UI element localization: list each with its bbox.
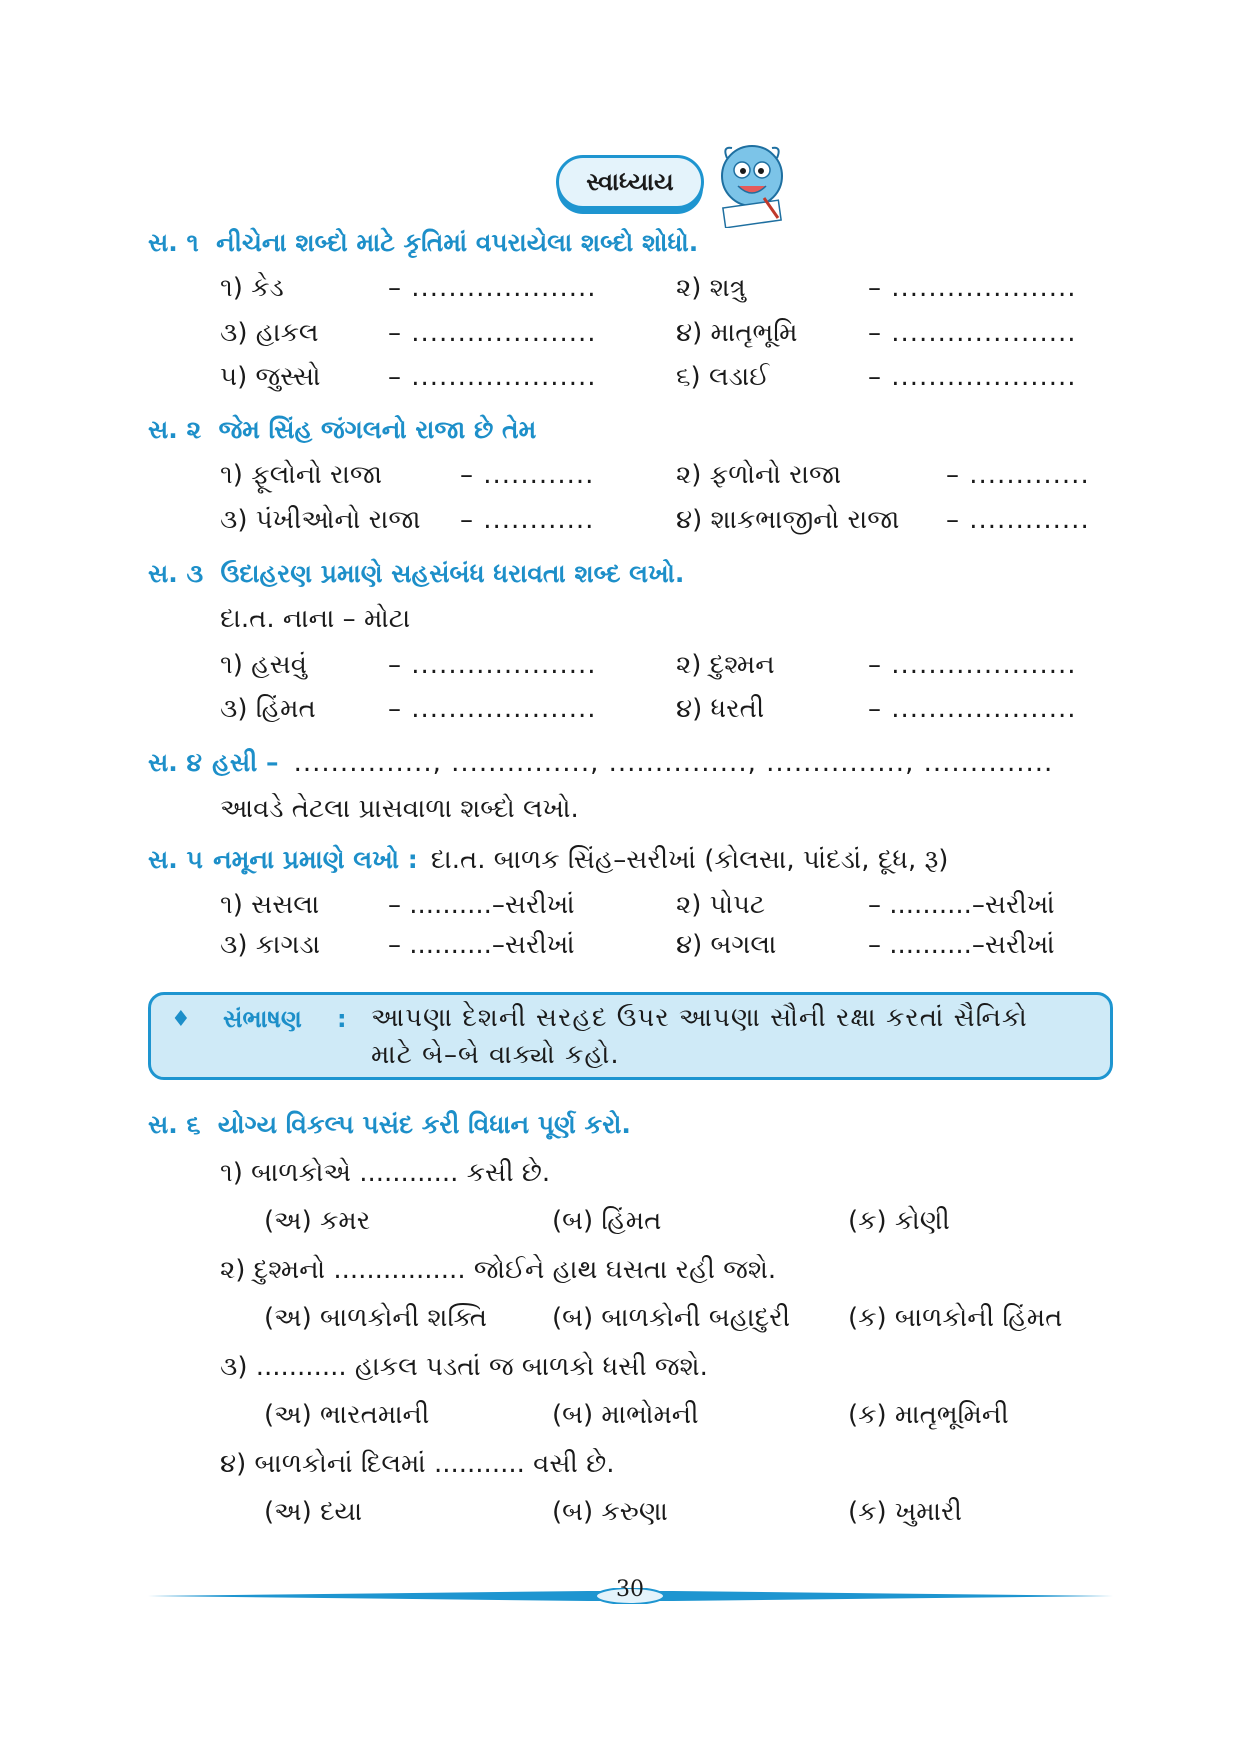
sambhashan-label: સંભાષણ: [223, 1005, 302, 1033]
q6-item-3-option-b: (બ) માભોમની: [552, 1400, 699, 1430]
q6-prompt: યોગ્ય વિકલ્પ પસંદ કરી વિધાન પૂર્ણ કરો.: [217, 1110, 631, 1139]
q2-item-3-blank: – ............: [460, 505, 595, 535]
q5-heading: [148, 845, 948, 876]
q6-item-3-option-c: (ક) માતૃભૂમિની: [848, 1400, 1009, 1430]
q6-item-3-stem: ૩) ........... હાકલ પડતાં જ બાળકો ધસી જશે.: [220, 1352, 708, 1382]
diamond-bullet-icon: ♦: [171, 1007, 191, 1032]
q1-item-4-blank: – ....................: [868, 318, 1077, 348]
q5-item-3-blank: – ..........–સરીખાં: [388, 930, 575, 960]
q5-item-1-blank: – ..........–સરીખાં: [388, 890, 575, 920]
q6-heading: [148, 1110, 631, 1140]
section-title: સ્વાધ્યાય: [586, 168, 674, 196]
q6-item-2-stem: ૨) દુશ્મનો ................ જોઈને હાથ ઘસતા રહી જશે.: [220, 1255, 777, 1285]
q3-number: સ. ૩: [148, 559, 204, 588]
q3-item-2-label: ૨) દુશ્મન: [676, 650, 775, 680]
q5-item-3-label: ૩) કાગડા: [220, 930, 321, 960]
q1-item-1-label: ૧) કેડ: [220, 273, 284, 303]
q1-item-2-blank: – ....................: [868, 273, 1077, 303]
q2-heading: [148, 415, 536, 445]
q2-item-1-label: ૧) ફૂલોનો રાજા: [220, 460, 382, 490]
q3-example: દા.ત. નાના – મોટા: [220, 604, 411, 634]
q2-item-4-blank: – .............: [946, 505, 1090, 535]
smiling-writing-child-icon: [712, 138, 792, 228]
q5-number: સ. ૫: [148, 845, 203, 874]
q2-item-2-label: ૨) ફળોનો રાજા: [676, 460, 842, 490]
q5-item-4-blank: – ..........–સરીખાં: [868, 930, 1055, 960]
q3-item-3-blank: – ....................: [388, 694, 597, 724]
q3-prompt: ઉદાહરણ પ્રમાણે સહસંબંધ ધરાવતા શબ્દ લખો.: [220, 559, 685, 588]
q1-item-2-label: ૨) શત્રુ: [676, 273, 746, 303]
page-number: 30: [616, 1577, 644, 1602]
q3-item-2-blank: – ....................: [868, 650, 1077, 680]
q2-item-3-label: ૩) પંખીઓનો રાજા: [220, 505, 421, 535]
q3-item-1-blank: – ....................: [388, 650, 597, 680]
q1-item-5-blank: – ....................: [388, 362, 597, 392]
q6-item-4-option-b: (બ) કરુણા: [552, 1497, 668, 1527]
sambhashan-colon: :: [337, 1005, 347, 1033]
q6-item-1-option-b: (બ) હિંમત: [552, 1206, 662, 1236]
q5-item-1-label: ૧) સસલા: [220, 890, 320, 920]
q2-item-4-label: ૪) શાકભાજીનો રાજા: [676, 505, 900, 535]
q6-item-1-option-a: (અ) કમર: [264, 1206, 371, 1236]
q6-item-2-option-a: (અ) બાળકોની શક્તિ: [264, 1303, 487, 1333]
q5-example: દા.ત. બાળક સિંહ–સરીખાં (કોલસા, પાંદડાં, દૂધ, રૂ): [430, 845, 949, 875]
q1-item-1-blank: – ....................: [388, 273, 597, 303]
sambhashan-line-1: આપણા દેશની સરહદ ઉપર આપણા સૌની રક્ષા કરતાં સૈનિકો: [371, 1003, 1028, 1033]
q5-item-2-label: ૨) પોપટ: [676, 890, 766, 920]
q1-item-6-label: ૬) લડાઈ: [676, 362, 770, 392]
q6-item-2-option-b: (બ) બાળકોની બહાદુરી: [552, 1303, 791, 1333]
q2-prompt: જેમ સિંહ જંગલનો રાજા છે તેમ: [218, 415, 537, 444]
q1-item-4-label: ૪) માતૃભૂમિ: [676, 318, 798, 348]
q6-item-2-option-c: (ક) બાળકોની હિંમત: [848, 1303, 1063, 1333]
q4-instruction: આવડે તેટલા પ્રાસવાળા શબ્દો લખો.: [220, 794, 579, 824]
q3-heading: [148, 559, 684, 589]
q6-item-4-option-c: (ક) ખુમારી: [848, 1497, 962, 1527]
q2-item-2-blank: – .............: [946, 460, 1090, 490]
q6-item-3-option-a: (અ) ભારતમાની: [264, 1400, 430, 1430]
q6-item-1-stem: ૧) બાળકોએ ............ કસી છે.: [220, 1158, 551, 1188]
q5-item-4-label: ૪) બગલા: [676, 930, 777, 960]
q5-prompt: નમૂના પ્રમાણે લખો :: [213, 845, 418, 874]
q4-heading: [148, 748, 1053, 778]
q1-prompt: નીચેના શબ્દો માટે કૃતિમાં વપરાયેલા શબ્દો શોધો.: [216, 228, 699, 257]
q1-item-6-blank: – ....................: [868, 362, 1077, 392]
q3-item-4-blank: – ....................: [868, 694, 1077, 724]
q1-item-3-blank: – ....................: [388, 318, 597, 348]
q6-item-4-option-a: (અ) દયા: [264, 1497, 363, 1527]
q1-number: સ. ૧: [148, 228, 199, 257]
q2-number: સ. ૨: [148, 415, 202, 444]
q5-item-2-blank: – ..........–સરીખાં: [868, 890, 1055, 920]
sambhashan-line-2: માટે બે–બે વાક્યો કહો.: [371, 1040, 620, 1070]
q3-item-4-label: ૪) ધરતી: [676, 694, 765, 724]
q6-item-4-stem: ૪) બાળકોનાં દિલમાં ........... વસી છે.: [220, 1449, 615, 1479]
q4-number: સ. ૪: [148, 748, 202, 777]
section-title-badge: [556, 155, 704, 209]
q3-item-1-label: ૧) હસવું: [220, 650, 307, 680]
q6-number: સ. ૬: [148, 1110, 201, 1139]
sambhashan-box: [148, 992, 1113, 1080]
q2-item-1-blank: – ............: [460, 460, 595, 490]
q1-item-5-label: ૫) જુસ્સો: [220, 362, 321, 392]
q4-blanks: ..............., ..............., ..............., ..............., ..............: [293, 748, 1054, 778]
q1-item-3-label: ૩) હાકલ: [220, 318, 319, 348]
q3-item-3-label: ૩) હિંમત: [220, 694, 316, 724]
q6-item-1-option-c: (ક) કોણી: [848, 1206, 950, 1236]
q4-prompt: હસી –: [212, 748, 279, 777]
q1-heading: [148, 228, 698, 258]
